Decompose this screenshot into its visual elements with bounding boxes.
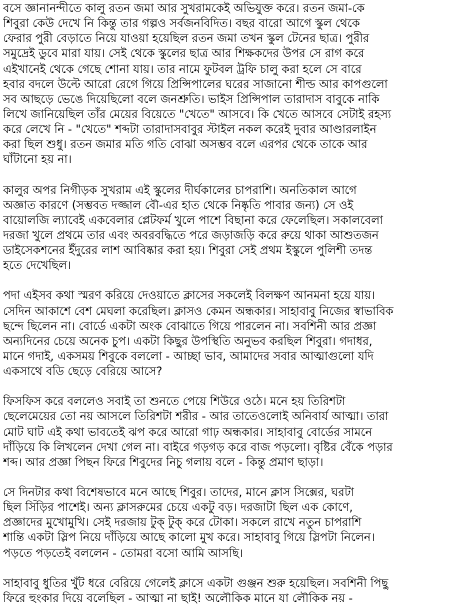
text-line: সব আছড়ে ভেঙে দিয়েছিলো বলে জনশ্রুতি। ভাইস প্রিন্সিপাল তারাদাস বাবুকে নাকি	[3, 91, 380, 106]
text-line: বসে জ্ঞানানন্দীতে কালু রতন জমা আর সুখরামকেই অভিযুক্ত করে। রতন জমা-কে	[3, 1, 365, 15]
text-line: ফিরে হুংকার দিয়ে বলেছিল - আত্মা না ছাই! অলৌকিক মানে যা লৌকিক নয় -	[3, 590, 353, 605]
text-line: দরজা খুলে প্রথমে তার এবং অবরবদ্ধিতে পরে জড়াজড়ি করে রুয়ে থাকা আশুতজন	[3, 227, 379, 242]
text-line: ছন্দে ছিলেন না। বোর্ডে একটা অংক বোঝাতে গিয়ে পারলেন না। সবশিনী আর প্রজ্ঞা	[3, 318, 377, 333]
text-line: হবার বদলে উল্টে আরো রেগে গিয়ে প্রিন্সিপালের ঘরের সাজানো শীল্ড আর কাপগুলো	[3, 76, 388, 91]
text-line: একসাথে বডি ছেড়ে বেরিয়ে আসে?	[3, 364, 163, 379]
text-line: এইখানেই থেকে গেছে শোনা যায়। তার নামে ফুটবল ট্রফি চালু করা হলে সে বারে	[3, 61, 362, 76]
text-line: মানে গদাই, একসময় শিবুকে বললো - আচ্ছা ভাব, আমাদের সবার আত্মাগুলো যদি	[3, 348, 374, 363]
text-line: হতে দেখেছিল।	[3, 258, 72, 273]
text-line: ডাইসেকশনের ইঁদুরের লাশ আবিষ্কার করা হয়। শিবুরা সেই প্রথম ইস্কুলে পুলিশী তদন্ত	[3, 243, 373, 258]
text-line: বায়োলজি ল্যাবেই একবেলার প্লেটফর্ম খুলে পাশে বিছানা করে ফেলেছিল। সকালবেলা	[3, 212, 383, 227]
text-line: ঘাঁটানো হয় না।	[3, 152, 72, 167]
text-line: পদা এইসব কথা স্মরণ করিয়ে দেওয়াতে ক্লাসের সকলেই বিলক্ষণ আনমনা হয়ে যায়।	[3, 288, 376, 303]
text-line: ছেলেমেয়ের তো নয় আসলে তিরিশটা শরীর - আর তাতেওলোই অনিবার্য আত্মা। তারা	[3, 409, 389, 424]
text-line: লিখে জানিয়েছিল তাঁর মেয়ের বিয়েতে "খেতে" আসবে। কি খেতে আসবে সেটাই রহস্য	[3, 106, 392, 121]
text-line: শিবুরা কেউ দেখে নি কিন্তু তার গল্পও সর্বজনবিদিত। বছর বারো আগে স্কুল থেকে	[3, 16, 360, 31]
text-line: ফিসফিস করে বললেও সবাই তা শুনতে পেয়ে শিউরে ওঠে। মনে হয় তিরিশটা	[3, 394, 346, 409]
text-line: সমুদ্রেই ডুবে মারা যায়। সেই থেকে স্কুলের ছাত্র আর শিক্ষকদের উপর সে রাগ করে	[3, 46, 365, 61]
paragraph	[3, 485, 453, 561]
text-line: অন্যদিনের চেয়ে অনেক চুপ। একটা কিছুর উপস্থিতি অনুভব করছিল শিবুরা। গদাধর,	[3, 333, 373, 348]
paragraph	[3, 288, 453, 379]
text-line: শব্দ। আর প্রজ্ঞা পিছন ফিরে শিবুদের নিচু গলায় বলে - কিন্তু প্রমাণ ছাড়া।	[3, 454, 324, 469]
text-line: দাঁড়িয়ে কি লিখলেন দেখা গেল না। বাইরে গড়গড় করে বাজ পড়লো। বৃষ্টির বেঁকে পড়ার	[3, 439, 393, 454]
text-line: ফেরার পুরী বেড়াতে নিয়ে যাওয়া হয়েছিল রতন জমা তখন স্কুল টেনের ছাত্র। পুরীর	[3, 31, 370, 46]
text-line: শান্তি একটা স্লিপ নিয়ে দাঁড়িয়ে আছে কালো মুখ করে। সাহাবাবু গিয়ে স্লিপটা নিলেন।	[3, 530, 375, 545]
text-line: প্রজ্ঞাদের মুখোমুখি। সেই দরজায় টুক্ টুক্ করে টোকা। সকলে রাখে নতুন চাপরাশি	[3, 515, 362, 530]
text-line: মোট ঘাট এই কথা ভাবতেই ঝপ করে আরো গাঢ় অন্ধকার। সাহাবাবু বোর্ডের সামনে	[3, 424, 373, 439]
text-line: সে দিনটার কথা বিশেষভাবে মনে আছে শিবুর। তাদের, মানে ক্লাস সিক্সের, ঘরটা	[3, 484, 354, 499]
text-line: পড়তে পড়তেই বললেন - তোমরা বসো আমি আসছি।	[3, 545, 244, 560]
text-line: করে লেখে নি - "খেতে" শব্দটা তারাদাসবাবুর স্টাইল নকল করেই দুবার আণ্ডারলাইন	[3, 122, 377, 137]
paragraph	[3, 183, 453, 274]
text-line: সাহাবাবু ধুতির খুঁট ধরে বেরিয়ে গেলেই ক্লাসে একটা গুঞ্জন শুরু হয়েছিল। সবশিনী পিছু	[3, 575, 389, 590]
text-line: অজ্ঞাত কারণে (সম্ভবত দজ্জাল বৌ-এর হাত থেকে নিষ্কৃতি পাবার জন্য) সে ওই	[3, 197, 354, 212]
paragraph	[3, 1, 453, 168]
text-line: কালুর অপর নিগীড়ক সুখরাম এই স্কুলের দীর্ঘকালের চাপরাশি। অনতিকাল আগে	[3, 182, 357, 197]
text-line: করা ছিল শুধু। রতন জমার মতি গতি বোঝা অসম্ভব বলে এরপর থেকে তাকে আর	[3, 137, 368, 152]
text-line: ছিল সিঁড়ির পাশেই। অন্য ক্লাসরুমের চেয়ে একটু বড়। দরজাটা ছিল এক কোণে,	[3, 500, 353, 515]
paragraph	[3, 394, 453, 470]
text-line: সেদিন আকাশে বেশ মেঘলা করেছিল। ক্লাসও কেমন অন্ধকার। সাহাবাবু নিজের স্বাভাবিক	[3, 303, 394, 318]
paragraph	[3, 576, 453, 606]
